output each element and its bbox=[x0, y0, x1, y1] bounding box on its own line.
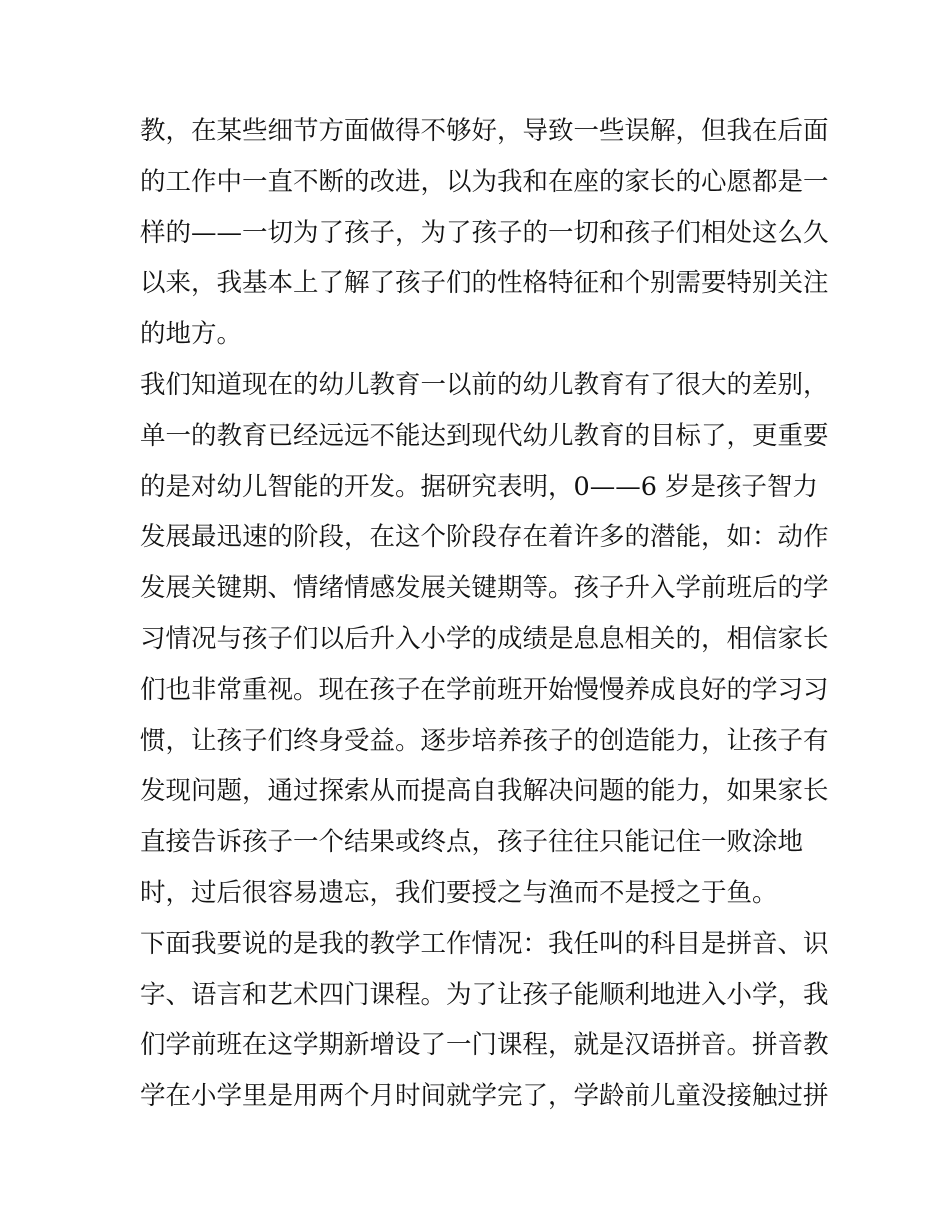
text-line: 发展关键期、情绪情感发展关键期等。孩子升入学前班后的学 bbox=[140, 573, 829, 604]
text-line: 字、语言和艺术四门课程。为了让孩子能顺利地进入小学，我 bbox=[140, 979, 829, 1010]
text-line: 习情况与孩子们以后升入小学的成绩是息息相关的，相信家长 bbox=[140, 623, 829, 654]
document-body-text bbox=[140, 106, 829, 1122]
text-line: 们也非常重视。现在孩子在学前班开始慢慢养成良好的学习习 bbox=[140, 674, 829, 705]
text-line: 的地方。 bbox=[140, 319, 243, 350]
text-line: 惯，让孩子们终身受益。逐步培养孩子的创造能力，让孩子有 bbox=[140, 725, 829, 756]
text-line: 的工作中一直不断的改进，以为我和在座的家长的心愿都是一 bbox=[140, 166, 829, 197]
text-line: 样的——一切为了孩子，为了孩子的一切和孩子们相处这么久 bbox=[140, 217, 829, 248]
text-line: 以来，我基本上了解了孩子们的性格特征和个别需要特别关注 bbox=[140, 268, 829, 299]
text-line: 教，在某些细节方面做得不够好，导致一些误解，但我在后面 bbox=[140, 116, 829, 146]
text-line: 单一的教育已经远远不能达到现代幼儿教育的目标了，更重要 bbox=[140, 420, 829, 451]
text-line: 下面我要说的是我的教学工作情况：我任叫的科目是拼音、识 bbox=[140, 928, 829, 959]
text-line: 的是对幼儿智能的开发。据研究表明，0——6 岁是孩子智力 bbox=[140, 471, 819, 502]
text-line: 学在小学里是用两个月时间就学完了，学龄前儿童没接触过拼 bbox=[140, 1081, 829, 1112]
text-line: 发现问题，通过探索从而提高自我解决问题的能力，如果家长 bbox=[140, 776, 829, 807]
text-line: 们学前班在这学期新增设了一门课程，就是汉语拼音。拼音教 bbox=[140, 1030, 829, 1061]
text-line: 直接告诉孩子一个结果或终点，孩子往往只能记住一败涂地 bbox=[140, 827, 804, 858]
text-line: 时，过后很容易遗忘，我们要授之与渔而不是授之于鱼。 bbox=[140, 877, 778, 908]
text-line: 发展最迅速的阶段，在这个阶段存在着许多的潜能，如：动作 bbox=[140, 522, 829, 553]
text-line: 我们知道现在的幼儿教育一以前的幼儿教育有了很大的差别， bbox=[140, 369, 829, 400]
